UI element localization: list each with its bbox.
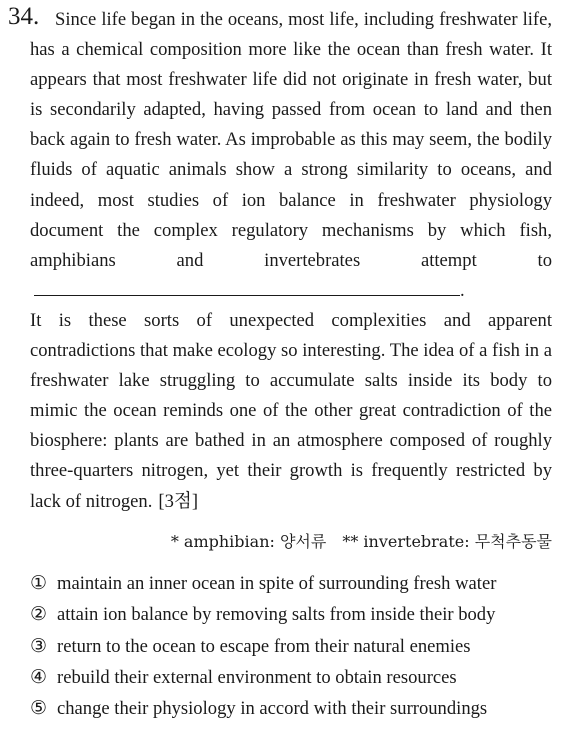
- option-2-number: ②: [30, 603, 48, 626]
- passage-paragraph-1: [30, 5, 552, 306]
- option-2-text: attain ion balance by removing salts from inside their body: [57, 604, 496, 626]
- score-badge: [3점]: [158, 490, 199, 512]
- option-3-number: ③: [30, 634, 48, 657]
- option-2[interactable]: [30, 599, 560, 630]
- answer-blank: [34, 277, 460, 296]
- passage-paragraph-2: [30, 306, 552, 517]
- gloss-invertebrate: ** invertebrate: 무척추동물: [342, 532, 552, 551]
- option-1-text: maintain an inner ocean in spite of surrounding fresh water: [57, 573, 497, 594]
- option-1-number: ①: [30, 572, 48, 594]
- glossary: [0, 529, 552, 552]
- option-1[interactable]: [30, 568, 560, 599]
- passage: [30, 5, 552, 517]
- question-number: 34.: [8, 3, 40, 30]
- option-4[interactable]: [30, 662, 560, 693]
- option-3[interactable]: [30, 631, 560, 662]
- option-4-number: ④: [30, 665, 48, 688]
- option-4-text: rebuild their external environment to obtain resources: [57, 666, 457, 688]
- passage-text-2: It is these sorts of unexpected complexities and apparent contradictions that make ecology so interesting. The idea of a fish in a freshwater lake struggling to accumulate salts inside its body to mimic the ocean reminds one of the other great contradiction of the biosphere: plants are bathed in an atmosphere composed of roughly three-quarters nitrogen, yet their growth is frequently restricted by lack of nitrogen.: [30, 309, 552, 512]
- blank-period: .: [460, 279, 465, 301]
- option-3-text: return to the ocean to escape from their natural enemies: [57, 635, 471, 657]
- option-5-text: change their physiology in accord with their surroundings: [57, 698, 488, 720]
- option-5[interactable]: [30, 693, 560, 724]
- gloss-amphibian: * amphibian: 양서류: [170, 532, 327, 551]
- passage-text-1: Since life began in the oceans, most life, including freshwater life, has a chemical composition more like the ocean than fresh water. It appears that most freshwater life did not originate in fresh water, but is secondarily adapted, having passed from ocean to land and then back again to fresh water. As improbable as this may seem, the bodily fluids of aquatic animals show a strong similarity to oceans, and indeed, most studies of ion balance in freshwater physiology document the complex regulatory mechanisms by which fish, amphibians and invertebrates attempt to: [30, 9, 552, 271]
- option-5-number: ⑤: [30, 697, 48, 720]
- answer-options: [30, 568, 560, 724]
